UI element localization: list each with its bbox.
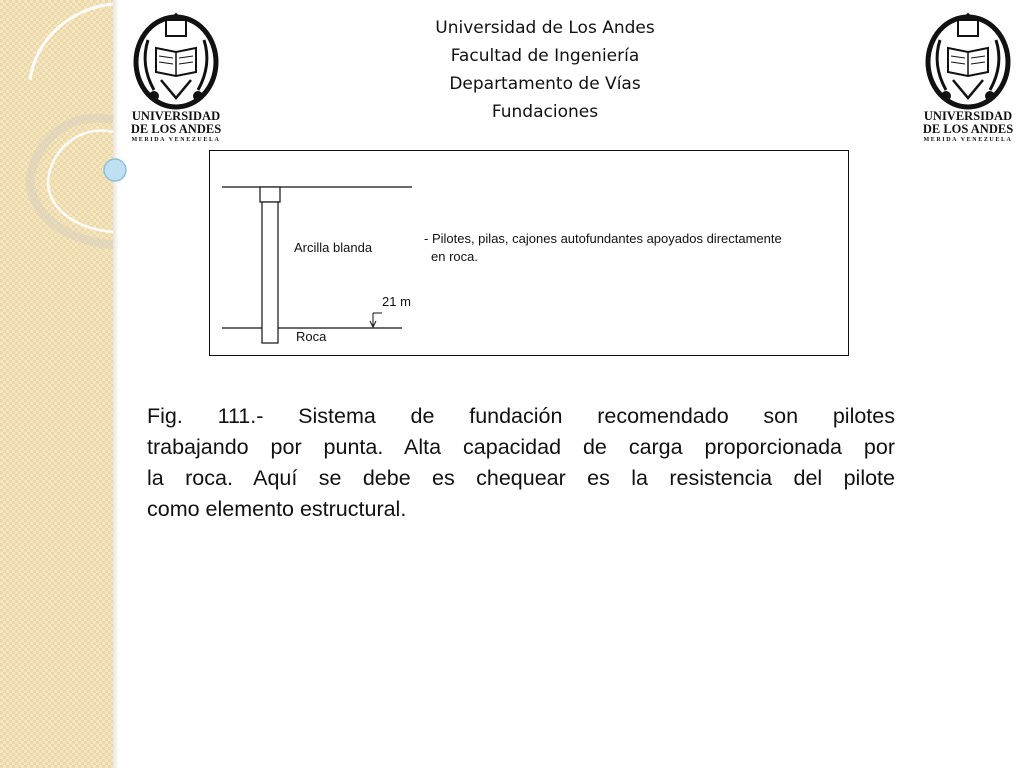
logo-wordmark-line2: DE LOS ANDES — [922, 122, 1014, 136]
logo-city: MERIDA VENEZUELA — [131, 137, 221, 143]
university-logo-left — [126, 10, 226, 150]
caption-line: como elemento estructural. — [147, 497, 407, 521]
logo-wordmark-line1: UNIVERSIDAD — [923, 109, 1013, 123]
rock-label: Roca — [296, 329, 327, 344]
university-seal-icon — [918, 10, 1018, 110]
pile-cap — [260, 187, 280, 202]
accent-dot — [104, 159, 126, 181]
slide-header — [380, 14, 710, 126]
logo-wordmark-line1: UNIVERSIDAD — [131, 109, 221, 123]
diagram-description — [424, 230, 782, 266]
diagram-description-line2: en roca. — [431, 249, 478, 264]
soft-clay-label: Arcilla blanda — [294, 240, 373, 255]
pile-diagram — [209, 150, 849, 356]
logo-wordmark — [918, 110, 1018, 145]
caption-line: trabajando por punta. Alta capacidad de carga proporcionada por — [147, 435, 895, 459]
faculty-name: Facultad de Ingeniería — [450, 46, 640, 66]
caption-line: Fig. 111.- Sistema de fundación recomendado son pilotes — [147, 404, 895, 428]
university-seal-icon — [126, 10, 226, 110]
caption-line: la roca. Aquí se debe es chequear es la resistencia del pilote — [147, 466, 895, 490]
figure-caption — [147, 401, 895, 525]
logo-wordmark — [126, 110, 226, 145]
logo-wordmark-line2: DE LOS ANDES — [130, 122, 222, 136]
decorative-arcs — [0, 0, 140, 260]
pile-shaft — [262, 202, 278, 343]
course-name: Fundaciones — [491, 102, 599, 122]
diagram-description-line1: - Pilotes, pilas, cajones autofundantes apoyados directamente — [424, 231, 782, 246]
logo-city: MERIDA VENEZUELA — [923, 137, 1013, 143]
university-name: Universidad de Los Andes — [435, 18, 655, 38]
university-logo-right — [918, 10, 1018, 150]
department-name: Departamento de Vías — [449, 74, 641, 94]
depth-label: 21 m — [382, 294, 411, 309]
